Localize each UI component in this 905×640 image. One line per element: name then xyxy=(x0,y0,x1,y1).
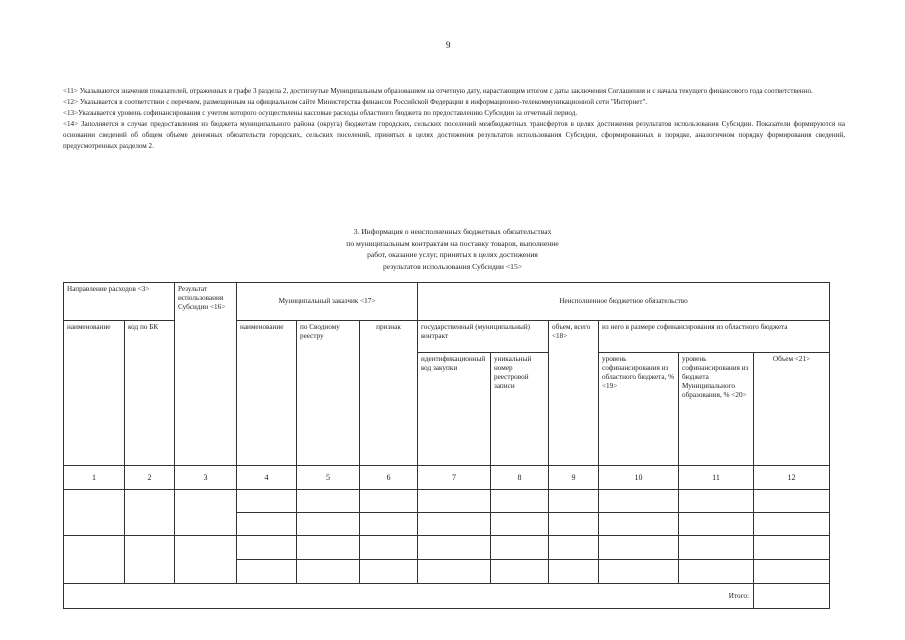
header-name: наименование xyxy=(64,321,125,466)
table-cell xyxy=(175,536,237,584)
table-cell xyxy=(64,536,125,584)
column-number: 8 xyxy=(491,466,549,490)
column-number: 4 xyxy=(237,466,297,490)
section-title xyxy=(250,226,655,272)
table-cell xyxy=(418,513,491,536)
table-cell xyxy=(491,536,549,560)
table-cell xyxy=(679,560,754,584)
table-cell xyxy=(297,490,360,513)
table-cell xyxy=(297,513,360,536)
header-attribute: признак xyxy=(360,321,418,466)
header-volume-total: объем, всего <18> xyxy=(549,321,599,466)
table-cell xyxy=(360,490,418,513)
table-cell xyxy=(237,490,297,513)
table-cell xyxy=(237,560,297,584)
table-cell xyxy=(599,513,679,536)
table-cell xyxy=(679,513,754,536)
column-number: 12 xyxy=(754,466,830,490)
table-cell xyxy=(297,560,360,584)
table-cell xyxy=(679,536,754,560)
table-cell xyxy=(418,536,491,560)
header-customer-name: наименование xyxy=(237,321,297,466)
table-cell xyxy=(754,490,830,513)
column-number: 1 xyxy=(64,466,125,490)
table-cell xyxy=(360,513,418,536)
section-title-line: работ, оказание услуг, принятых в целях достижения xyxy=(367,250,538,259)
header-expense-direction: Направление расходов <3> xyxy=(64,283,175,321)
table-cell xyxy=(360,560,418,584)
header-kbk-code: код по БК xyxy=(125,321,175,466)
table-cell xyxy=(491,513,549,536)
section-title-line: результатов использования Субсидии <15> xyxy=(382,261,523,271)
table-cell xyxy=(491,490,549,513)
header-subsidy-result: Результат использования Субсидии <16> xyxy=(175,283,237,466)
header-cofinancing: из него в размере софинансирования из областного бюджета xyxy=(599,321,830,353)
column-number: 3 xyxy=(175,466,237,490)
header-unique-registry-number: уникальный номер реестровой записи xyxy=(491,353,549,466)
table-cell xyxy=(297,536,360,560)
table-cell xyxy=(237,513,297,536)
footnote-13: <13>Указывается уровень софинансирования с учетом которого осуществлены кассовые расходы областного бюджета по предоставлению Субсидии за отчетный период. xyxy=(63,109,578,117)
column-number: 7 xyxy=(418,466,491,490)
table-cell xyxy=(599,560,679,584)
table-cell xyxy=(549,490,599,513)
table-cell xyxy=(599,490,679,513)
table-cell xyxy=(549,513,599,536)
column-number: 2 xyxy=(125,466,175,490)
table-cell xyxy=(679,490,754,513)
header-cofin-level-municipal: уровень софинансирования из бюджета Муниципального образования, % <20> xyxy=(679,353,754,466)
table-cell xyxy=(237,536,297,560)
column-number: 9 xyxy=(549,466,599,490)
table-cell xyxy=(418,490,491,513)
table-cell xyxy=(64,490,125,536)
table-cell xyxy=(599,536,679,560)
header-volume-21: Объем <21> xyxy=(754,353,830,466)
table-cell xyxy=(125,490,175,536)
section-title-line: 3. Информация о неисполненных бюджетных обязательствах xyxy=(353,227,552,236)
table-cell xyxy=(491,560,549,584)
footnote-14: <14> Заполняется в случае предоставления из бюджета муниципального района (округа) бюджетам городских, сельских поселений межбюджетных трансфертов в целях достижения результатов использования Субсидии. Показатели формируются на основании сведений об общем объеме денежных обязательств городских, сельских поселений, принятых в целях достижения результатов использования Субсидии, сформированных в порядке, аналогичном порядку формирования сведений, предусмотренных разделом 2. xyxy=(63,120,845,150)
column-number: 6 xyxy=(360,466,418,490)
total-value-cell xyxy=(754,584,830,609)
section-title-line: по муниципальным контрактам на поставку товаров, выполнение xyxy=(346,238,559,248)
table-cell xyxy=(549,560,599,584)
table-cell xyxy=(754,536,830,560)
column-number: 10 xyxy=(599,466,679,490)
header-municipal-customer: Муниципальный заказчик <17> xyxy=(237,283,418,321)
footnotes xyxy=(63,86,845,152)
total-label: Итого: xyxy=(64,584,754,609)
table-cell xyxy=(175,490,237,536)
column-number: 5 xyxy=(297,466,360,490)
page-number: 9 xyxy=(446,40,451,50)
header-state-contract: государственный (муниципальный) контракт xyxy=(418,321,549,353)
footnote-11: <11> Указываются значения показателей, отраженных в графе 3 раздела 2, достигнутые Муниципальным образованием на отчетную дату, нарастающим итогом с даты заключения Соглашения и с начала текущего финансового года соответственно. xyxy=(63,87,813,95)
table-cell xyxy=(360,536,418,560)
header-cofin-level-regional: уровень софинансирования из областного бюджета, % <19> xyxy=(599,353,679,466)
unfulfilled-obligations-table xyxy=(63,282,830,609)
table-cell xyxy=(754,513,830,536)
header-unfulfilled-obligation: Неисполненное бюджетное обязательство xyxy=(418,283,830,321)
table-cell xyxy=(754,560,830,584)
header-consolidated-registry: по Сводному реестру xyxy=(297,321,360,466)
table-cell xyxy=(418,560,491,584)
table-cell xyxy=(125,536,175,584)
header-purchase-id-code: идентификационный код закупки xyxy=(418,353,491,466)
footnote-12: <12> Указывается в соответствии с перечнем, размещенным на официальном сайте Министерства финансов Российской Федерации в информационно-телекоммуникационной сети "Интернет". xyxy=(63,98,648,106)
table-cell xyxy=(549,536,599,560)
column-number: 11 xyxy=(679,466,754,490)
